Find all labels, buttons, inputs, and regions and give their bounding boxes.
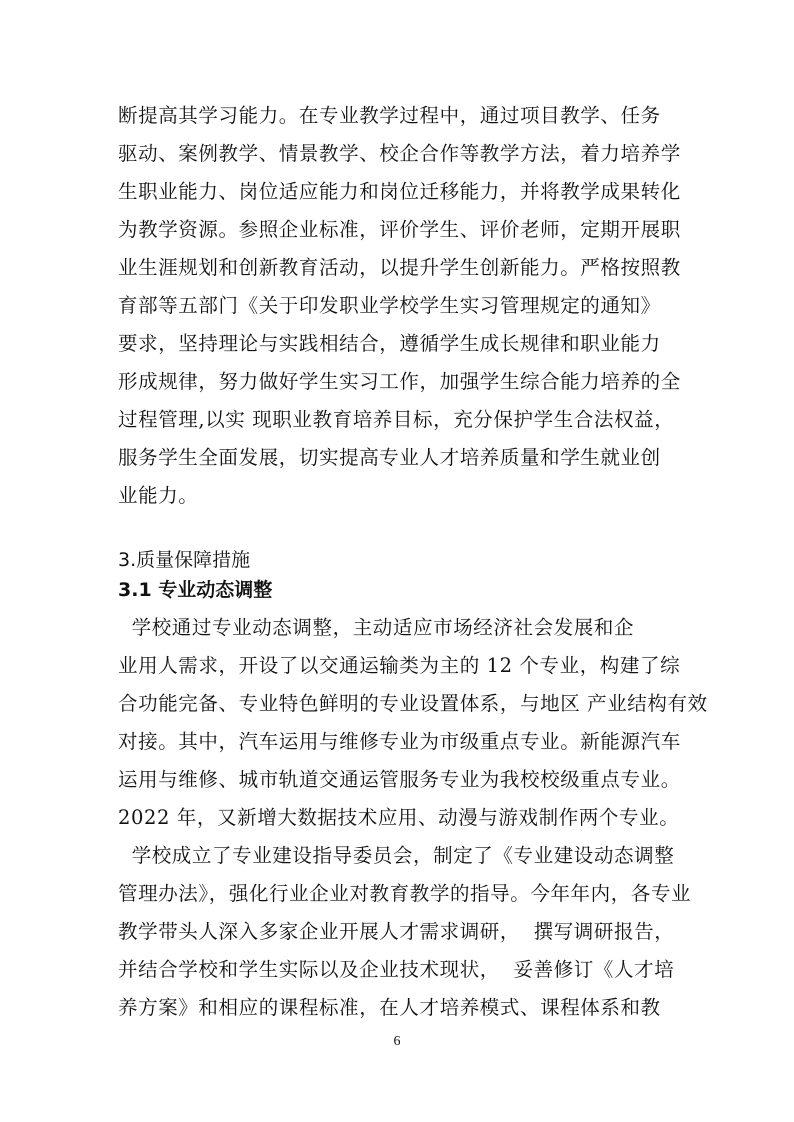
text-line: 对接。其中，汽车运用与维修专业为市级重点专业。新能源汽车 xyxy=(118,730,681,753)
text-line: 过程管理,以实 现职业教育培养目标，充分保护学生合法权益， xyxy=(118,408,675,431)
text-line: 养方案》和相应的课程标准，在人才培养模式、课程体系和教 xyxy=(118,996,661,1019)
text-line: 学校成立了专业建设指导委员会，制定了《专业建设动态调整 xyxy=(118,844,675,867)
text-line: 业用人需求，开设了以交通运输类为主的 12 个专业，构建了综 xyxy=(118,654,681,677)
text-line: 服务学生全面发展，切实提高专业人才培养质量和学生就业创 xyxy=(118,446,661,469)
page-number: 6 xyxy=(393,1034,401,1049)
text-line: 教学带头人深入多家企业开展人才需求调研， 撰写调研报告， xyxy=(118,920,675,943)
text-line: 并结合学校和学生实际以及企业技术现状， 妥善修订《人才培 xyxy=(118,958,675,981)
text-line: 为教学资源。参照企业标准，评价学生、评价老师，定期开展职 xyxy=(118,218,681,241)
text-line: 管理办法》，强化行业企业对教育教学的指导。今年年内，各专业 xyxy=(118,882,692,905)
text-line: 运用与维修、城市轨道交通运管服务专业为我校校级重点专业。 xyxy=(118,768,681,791)
text-line: 业生涯规划和创新教育活动，以提升学生创新能力。严格按照教 xyxy=(118,256,681,279)
text-line: 育部等五部门《关于印发职业学校学生实习管理规定的通知》 xyxy=(118,294,661,317)
text-line: 驱动、案例教学、情景教学、校企合作等教学方法，着力培养学 xyxy=(118,142,681,165)
text-line: 合功能完备、专业特色鲜明的专业设置体系，与地区 产业结构有效 xyxy=(118,692,708,715)
text-line: 生职业能力、岗位适应能力和岗位迁移能力，并将教学成果转化 xyxy=(118,180,681,203)
text-line: 业能力。 xyxy=(118,484,199,507)
text-line: 断提高其学习能力。在专业教学过程中，通过项目教学、任务 xyxy=(118,104,661,127)
section-heading: 3.质量保障措施 xyxy=(118,549,251,571)
text-line: 形成规律，努力做好学生实习工作，加强学生综合能力培养的全 xyxy=(118,370,681,393)
text-line: 2022 年，又新增大数据技术应用、动漫与游戏制作两个专业。 xyxy=(118,806,680,829)
subsection-heading: 3.1 专业动态调整 xyxy=(118,579,273,601)
text-line: 学校通过专业动态调整，主动适应市场经济社会发展和企 xyxy=(118,616,635,639)
text-line: 要求，坚持理论与实践相结合，遵循学生成长规律和职业能力 xyxy=(118,332,661,355)
